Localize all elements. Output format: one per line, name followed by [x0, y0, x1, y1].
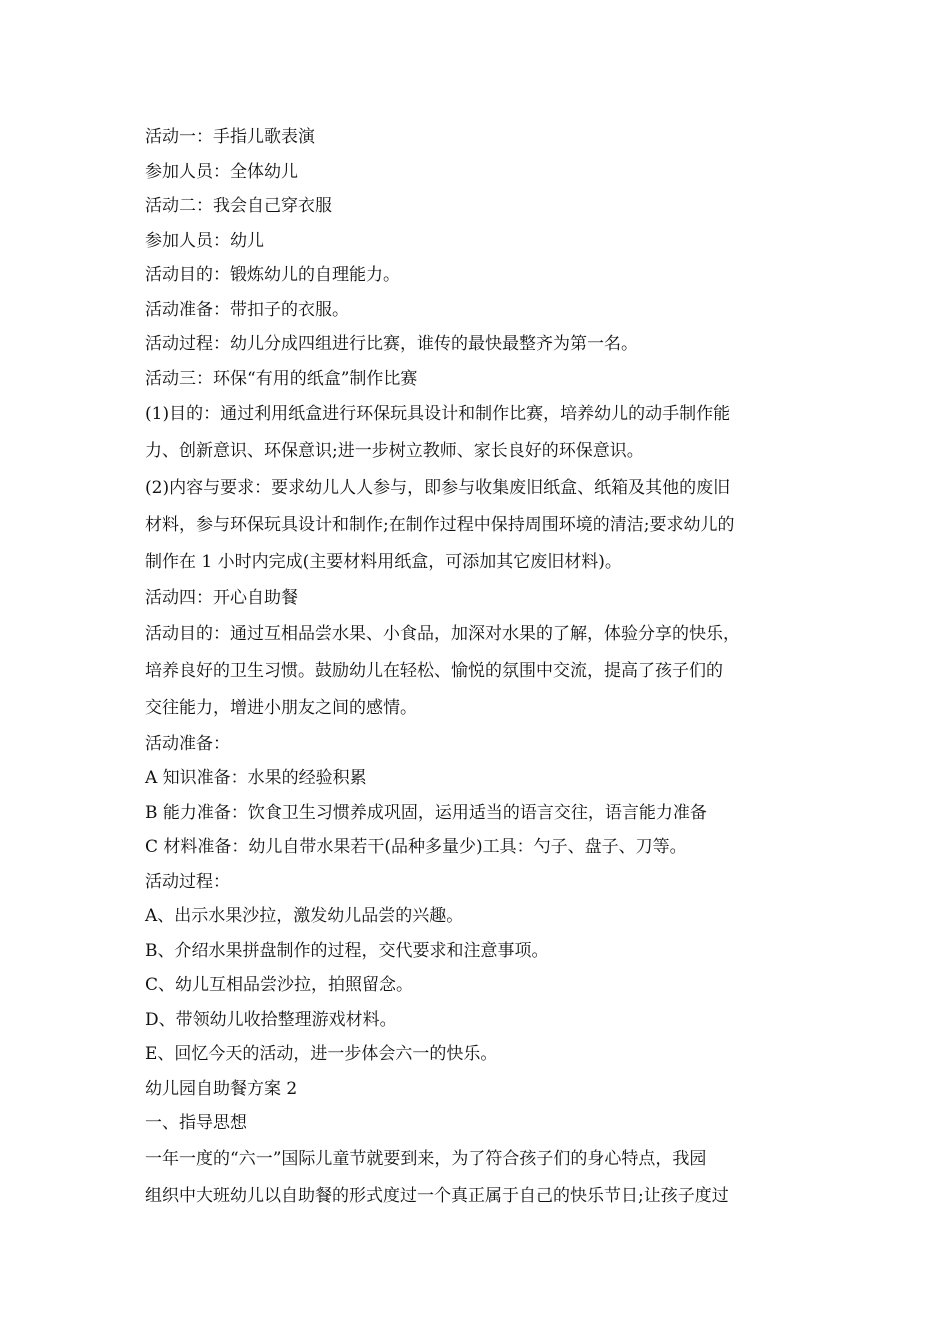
- activity-2-title: 活动二：我会自己穿衣服: [145, 196, 332, 216]
- process-step-d: D、带领幼儿收拾整理游戏材料。: [145, 1009, 397, 1030]
- activity-2-participants: 参加人员：幼儿: [145, 230, 264, 251]
- activity-3-requirements-line-3: 制作在 1 小时内完成(主要材料用纸盒，可添加其它废旧材料)。: [145, 552, 622, 572]
- guiding-ideology-line-2: 组织中大班幼儿以自助餐的形式度过一个真正属于自己的快乐节日;让孩子度过: [145, 1185, 729, 1206]
- activity-4-goal-line-1: 活动目的：通过互相品尝水果、小食品，加深对水果的了解，体验分享的快乐，: [145, 623, 740, 644]
- preparation-item-c: C 材料准备：幼儿自带水果若干(品种多量少)工具：勺子、盘子、刀等。: [145, 837, 687, 857]
- activity-2-goal: 活动目的：锻炼幼儿的自理能力。: [145, 265, 400, 285]
- guiding-ideology-line-1: 一年一度的“六一”国际儿童节就要到来，为了符合孩子们的身心特点，我园: [145, 1148, 707, 1169]
- activity-3-requirements-line-1: (2)内容与要求：要求幼儿人人参与，即参与收集废旧纸盒、纸箱及其他的废旧: [145, 478, 731, 498]
- activity-4-preparation-heading: 活动准备：: [145, 733, 230, 754]
- activity-4-title: 活动四：开心自助餐: [145, 588, 298, 608]
- activity-3-title: 活动三：环保“有用的纸盒”制作比赛: [145, 368, 418, 389]
- section-heading-guiding-ideology: 一、指导思想: [145, 1113, 247, 1133]
- activity-2-process: 活动过程：幼儿分成四组进行比赛，谁传的最快最整齐为第一名。: [145, 334, 638, 354]
- activity-1-participants: 参加人员：全体幼儿: [145, 161, 298, 182]
- activity-3-goal-line-1: (1)目的：通过利用纸盒进行环保玩具设计和制作比赛，培养幼儿的动手制作能: [145, 404, 731, 424]
- plan-2-title: 幼儿园自助餐方案 2: [145, 1078, 298, 1099]
- preparation-item-b: B 能力准备：饮食卫生习惯养成巩固，运用适当的语言交往，语言能力准备: [145, 802, 707, 823]
- process-step-e: E、回忆今天的活动，进一步体会六一的快乐。: [145, 1044, 498, 1064]
- activity-3-requirements-line-2: 材料，参与环保玩具设计和制作;在制作过程中保持周围环境的清洁;要求幼儿的: [145, 515, 735, 535]
- activity-3-goal-line-2: 力、创新意识、环保意识;进一步树立教师、家长良好的环保意识。: [145, 441, 644, 461]
- activity-4-process-heading: 活动过程：: [145, 871, 230, 892]
- preparation-item-a: A 知识准备：水果的经验积累: [145, 768, 367, 788]
- activity-4-goal-line-2: 培养良好的卫生习惯。鼓励幼儿在轻松、愉悦的氛围中交流，提高了孩子们的: [145, 660, 723, 681]
- process-step-a: A、出示水果沙拉，激发幼儿品尝的兴趣。: [145, 906, 464, 926]
- document-body: [145, 120, 825, 1215]
- activity-4-goal-line-3: 交往能力，增进小朋友之间的感情。: [145, 697, 417, 718]
- process-step-b: B、介绍水果拼盘制作的过程，交代要求和注意事项。: [145, 940, 549, 961]
- process-step-c: C、幼儿互相品尝沙拉，拍照留念。: [145, 975, 414, 995]
- activity-2-preparation: 活动准备：带扣子的衣服。: [145, 299, 349, 320]
- activity-1-title: 活动一：手指儿歌表演: [145, 127, 315, 147]
